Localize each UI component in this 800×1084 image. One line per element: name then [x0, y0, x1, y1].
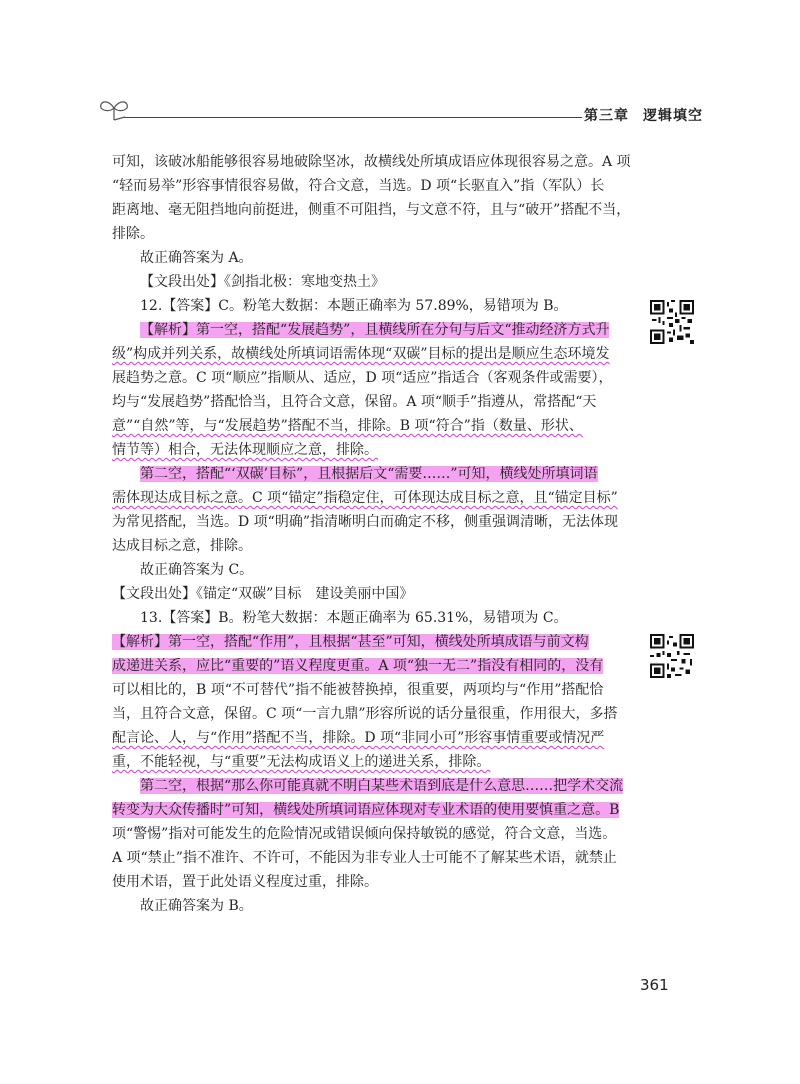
q12-answer-line: 12.【答案】C。粉笔大数据：本题正确率为 57.89%，易错项为 B。 — [140, 298, 568, 314]
correct-answer-line: 故正确答案为 C。 — [140, 562, 254, 578]
text-line: 当，且符合文意，保留。C 项“一言九鼎”形容所说的话分量很重，作用很大，多搭 — [112, 706, 618, 722]
text-line: 重，不能轻视，与“重要”无法构成语义上的递进关系，排除。 — [112, 754, 491, 770]
correct-answer-line: 故正确答案为 A。 — [140, 250, 253, 266]
header-rule — [124, 117, 582, 118]
qr-code-icon[interactable] — [650, 300, 694, 344]
source-line: 【文段出处】《锚定“双碳”目标 建设美丽中国》 — [112, 586, 414, 602]
text-line: 第二空，根据“那么你可能真就不明白某些术语到底是什么意思……把学术交流 — [140, 778, 624, 794]
text-line: 配言论、人，与“作用”搭配不当，排除。D 项“非同小可”形容事情重要或情况严 — [112, 730, 605, 746]
text-line: 达成目标之意，排除。 — [112, 538, 252, 554]
text-line: 距离地、毫无阻挡地向前挺进，侧重不可阻挡，与文意不符，且与“破开”搭配不当， — [112, 202, 631, 218]
page-number: 361 — [640, 976, 669, 994]
text-line: “轻而易举”形容事情很容易做，符合文意，当选。D 项“长驱直入”指（军队）长 — [112, 178, 605, 194]
text-line: 可以相比的，B 项“不可替代”指不能被替换掉，很重要，两项均与“作用”搭配恰 — [112, 682, 604, 698]
text-line: 【解析】第一空，搭配“发展趋势”，且横线所在分句与后文“推动经济方式升 — [140, 322, 610, 338]
answer-explanation-text — [112, 150, 632, 918]
chapter-number: 第三章 — [584, 108, 629, 124]
text-line: 使用术语，置于此处语义程度过重，排除。 — [112, 874, 378, 890]
text-line: 展趋势之意。C 项“顺应”指顺从、适应，D 项“适应”指适合（客观条件或需要）， — [112, 370, 613, 386]
text-line: 可知，该破冰船能够很容易地破除坚冰，故横线处所填成语应体现很容易之意。A 项 — [112, 154, 631, 170]
text-line: 项“警惕”指对可能发生的危险情况或错误倾向保持敏锐的感觉，符合文意，当选。 — [112, 826, 617, 842]
text-line: 意”“自然”等，与“发展趋势”搭配不当，排除。B 项“符合”指（数量、形状、 — [112, 418, 583, 434]
text-line: 均与“发展趋势”搭配恰当，且符合文意，保留。A 项“顺手”指遵从，常搭配“天 — [112, 394, 597, 410]
text-line: 【解析】第一空，搭配“作用”，且根据“甚至”可知，横线处所填成语与前文构 — [112, 634, 589, 650]
text-line: 第二空，搭配“‘双碳’目标”，且根据后文“需要……”可知，横线处所填词语 — [140, 466, 598, 482]
text-line: 情节等）相合，无法体现顺应之意，排除。 — [112, 442, 378, 458]
chapter-title: 逻辑填空 — [643, 108, 703, 124]
text-line: 为常见搭配，当选。D 项“明确”指清晰明白而确定不移，侧重强调清晰，无法体现 — [112, 514, 618, 530]
running-header — [584, 105, 703, 125]
text-line: 转变为大众传播时”可知，横线处所填词语应体现对专业术语的使用要慎重之意。B — [112, 802, 620, 818]
qr-code-icon[interactable] — [650, 634, 694, 678]
text-line: 级”构成并列关系，故横线处所填词语需体现“双碳”目标的提出是顺应生态环境发 — [112, 346, 610, 362]
text-line: A 项“禁止”指不准许、不许可，不能因为非专业人士可能不了解某些术语，就禁止 — [112, 850, 617, 866]
source-line: 【文段出处】《剑指北极：寒地变热土》 — [140, 274, 385, 290]
text-line: 排除。 — [112, 226, 154, 242]
correct-answer-line: 故正确答案为 B。 — [140, 898, 253, 914]
q13-answer-line: 13.【答案】B。粉笔大数据：本题正确率为 65.31%，易错项为 C。 — [140, 610, 568, 626]
text-line: 需体现达成目标之意。C 项“锚定”指稳定住，可体现达成目标之意，且“锚定目标” — [112, 490, 618, 506]
text-line: 成递进关系，应比“重要的”语义程度更重。A 项“独一无二”指没有相同的，没有 — [112, 658, 604, 674]
